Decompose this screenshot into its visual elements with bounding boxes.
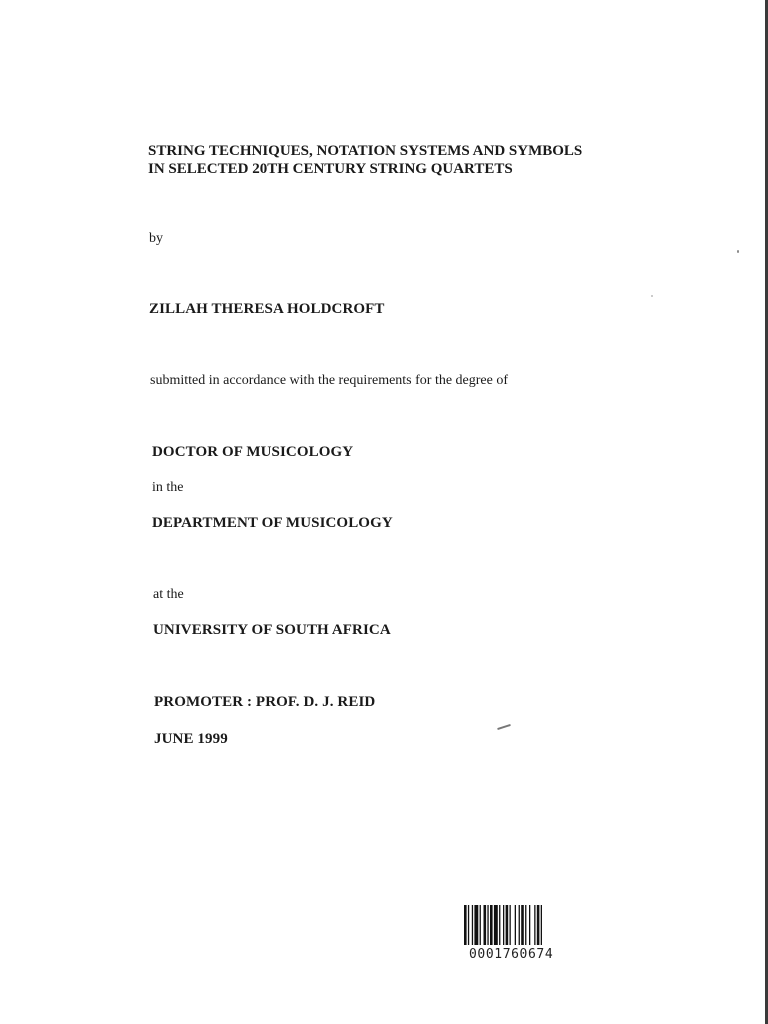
thesis-title-line-1: STRING TECHNIQUES, NOTATION SYSTEMS AND SYMBOLS (148, 143, 583, 159)
thesis-title-line-2: IN SELECTED 20TH CENTURY STRING QUARTETS (148, 161, 513, 177)
at-the-label: at the (153, 587, 184, 602)
thesis-title (148, 142, 582, 178)
barcode (462, 905, 572, 962)
degree-name: DOCTOR OF MUSICOLOGY (152, 444, 354, 460)
barcode-bars-icon (464, 905, 570, 945)
department-name: DEPARTMENT OF MUSICOLOGY (152, 515, 393, 531)
promoter-line: PROMOTER : PROF. D. J. REID (154, 694, 376, 710)
scan-speck (737, 250, 739, 253)
barcode-number: 0001760674 (469, 947, 554, 962)
in-the-label: in the (152, 480, 184, 495)
submission-statement: submitted in accordance with the requirements for the degree of (150, 373, 509, 388)
by-label: by (149, 231, 163, 246)
scan-speck (651, 295, 653, 297)
university-name: UNIVERSITY OF SOUTH AFRICA (153, 622, 391, 638)
scan-mark (497, 724, 511, 730)
submission-date: JUNE 1999 (154, 731, 228, 747)
author-name: ZILLAH THERESA HOLDCROFT (149, 301, 385, 317)
